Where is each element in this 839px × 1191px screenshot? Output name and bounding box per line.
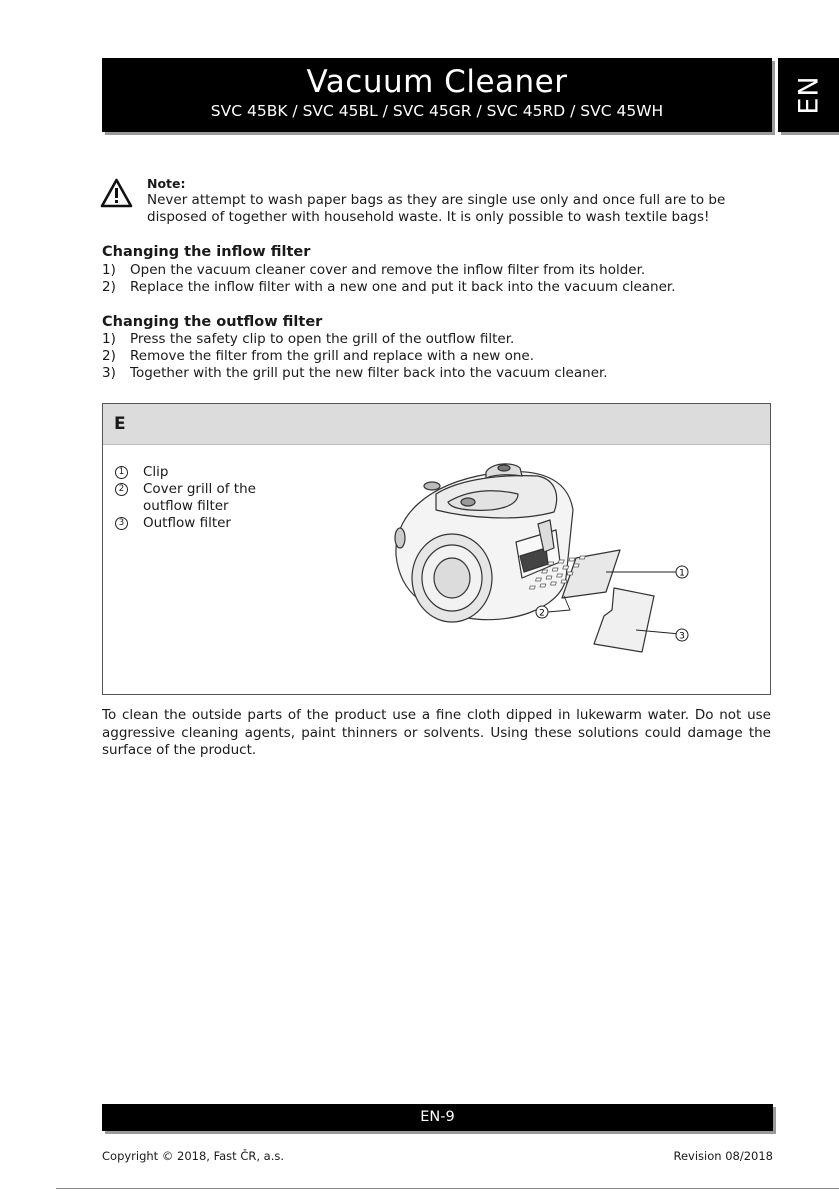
note-text: Never attempt to wash paper bags as they are single use only and once full are to be disposed of together with household waste. It is only possible to wash textile bags! (147, 192, 726, 225)
cleaning-instructions: To clean the outside parts of the product use a fine cloth dipped in lukewarm water. Do not use aggressive cleaning agents, paint thinners or solvents. Using these solutions could damage the surface of the product. (102, 707, 771, 758)
note-label: Note: (147, 176, 186, 191)
revision: Revision 08/2018 (673, 1149, 773, 1163)
step-text: Replace the inflow filter with a new one and put it back into the vacuum cleaner. (130, 279, 676, 295)
figure-box (102, 403, 771, 695)
list-item (102, 279, 676, 296)
list-item (102, 365, 608, 382)
step-text: Press the safety clip to open the grill of the outflow filter. (130, 331, 515, 347)
inflow-steps (102, 262, 676, 296)
vacuum-cleaner-illustration (388, 460, 693, 682)
svg-text:3: 3 (679, 631, 685, 642)
legend-number: 2 (115, 483, 128, 496)
list-item (102, 262, 676, 279)
document-header (102, 58, 772, 132)
step-number: 3) (102, 365, 116, 381)
legend-item (113, 464, 293, 481)
legend-number: 3 (115, 517, 128, 530)
figure-legend (113, 464, 293, 532)
callout-2 (536, 606, 548, 619)
legend-number: 1 (115, 466, 128, 479)
outflow-heading: Changing the outflow filter (102, 314, 323, 330)
step-number: 1) (102, 331, 116, 347)
figure-letter: E (114, 414, 126, 434)
figure-header (103, 404, 770, 445)
step-text: Open the vacuum cleaner cover and remove the inflow filter from its holder. (130, 262, 646, 278)
list-item (102, 348, 608, 365)
legend-item (113, 481, 293, 515)
svg-text:1: 1 (679, 568, 685, 579)
document-title: Vacuum Cleaner (306, 64, 568, 100)
step-number: 1) (102, 262, 116, 278)
outflow-steps (102, 331, 608, 382)
step-number: 2) (102, 279, 116, 295)
step-text: Remove the filter from the grill and replace with a new one. (130, 348, 534, 364)
inflow-heading: Changing the inflow filter (102, 244, 311, 260)
callout-1 (676, 566, 688, 579)
legend-text: Clip (143, 464, 169, 480)
copyright: Copyright © 2018, Fast ČR, a.s. (102, 1149, 285, 1163)
step-text: Together with the grill put the new filter back into the vacuum cleaner. (130, 365, 608, 381)
legend-item (113, 515, 293, 532)
bottom-divider (56, 1188, 839, 1189)
callout-3 (676, 629, 688, 642)
page-number-bar (102, 1104, 773, 1131)
language-tab (778, 58, 839, 132)
svg-text:2: 2 (539, 608, 545, 619)
step-number: 2) (102, 348, 116, 364)
model-list: SVC 45BK / SVC 45BL / SVC 45GR / SVC 45RD / SVC 45WH (210, 102, 664, 120)
warning-triangle-icon (100, 178, 133, 208)
page-number: EN-9 (420, 1109, 455, 1125)
language-label: EN (793, 75, 824, 115)
legend-text: Cover grill of the outflow filter (143, 481, 256, 514)
legend-text: Outflow filter (143, 515, 231, 531)
list-item (102, 331, 608, 348)
